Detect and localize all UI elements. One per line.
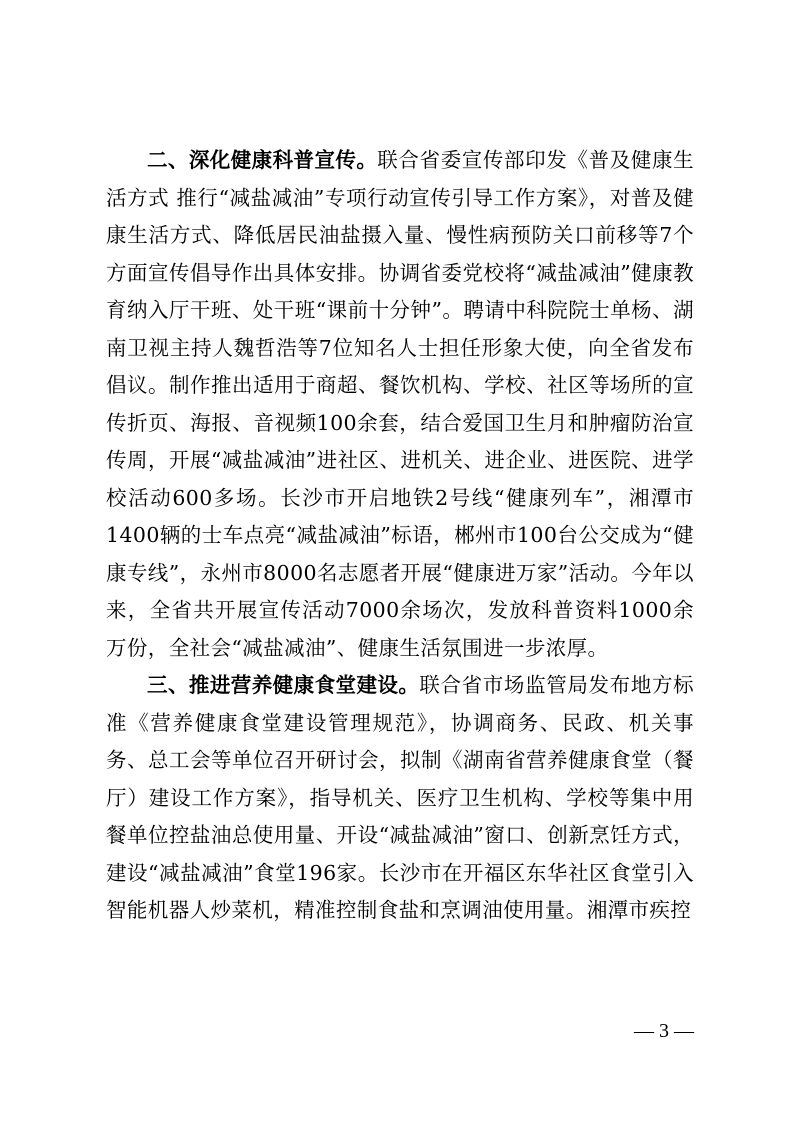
section-body-3: 联合省市场监管局发布地方标准《营养健康食堂建设管理规范》，协调商务、民政、机关事务、总工会等单位召开研讨会，拟制《湖南省营养健康食堂（餐厅）建设工作方案》，指导机关、医疗卫生机构、学校等集中用餐单位控盐油总使用量、开设“减盐减油”窗口、创新烹饪方式，建设“减盐减油”食堂196家。长沙市在开福区东华社区食堂引入智能机器人炒菜机，精准控制食盐和烹调油使用量。湘潭市疾控	[106, 673, 694, 922]
section-paragraph-3	[106, 667, 694, 930]
document-body	[106, 142, 694, 930]
section-heading-2: 二、深化健康科普宣传。	[147, 148, 378, 172]
page-number: — 3 —	[634, 1020, 694, 1042]
section-heading-3: 三、推进营养健康食堂建设。	[147, 673, 420, 697]
section-paragraph-2	[106, 142, 694, 667]
section-body-2: 联合省委宣传部印发《普及健康生活方式 推行“减盐减油”专项行动宣传引导工作方案》，对普及健康生活方式、降低居民油盐摄入量、慢性病预防关口前移等7个方面宣传倡导作出具体安排。协调省委党校将“减盐减油”健康教育纳入厅干班、处干班“课前十分钟”。聘请中科院院士单杨、湖南卫视主持人魏哲浩等7位知名人士担任形象大使，向全省发布倡议。制作推出适用于商超、餐饮机构、学校、社区等场所的宣传折页、海报、音视频100余套，结合爱国卫生月和肿瘤防治宣传周，开展“减盐减油”进社区、进机关、进企业、进医院、进学校活动600多场。长沙市开启地铁2号线“健康列车”，湘潭市1400辆的士车点亮“减盐减油”标语，郴州市100台公交成为“健康专线”，永州市8000名志愿者开展“健康进万家”活动。今年以来，全省共开展宣传活动7000余场次，发放科普资料1000余万份，全社会“减盐减油”、健康生活氛围进一步浓厚。	[106, 148, 695, 660]
